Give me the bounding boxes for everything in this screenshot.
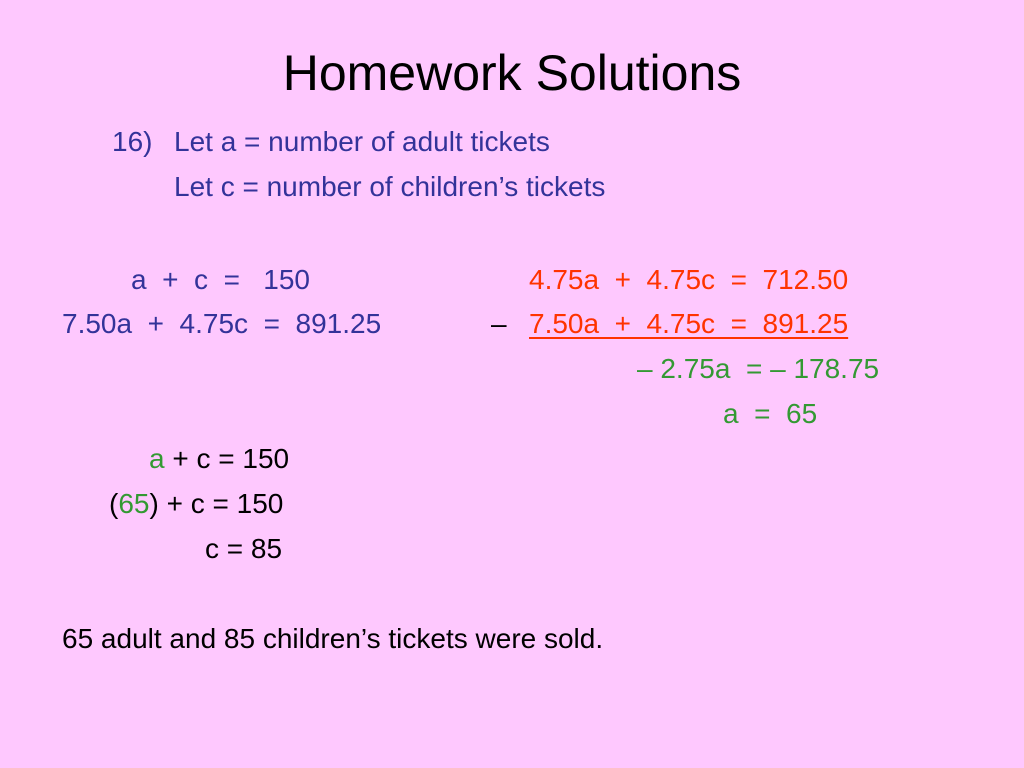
substitution-variable-a: a xyxy=(149,443,165,474)
problem-number: 16) xyxy=(112,126,153,157)
substitution-line-2 xyxy=(109,486,283,522)
conclusion: 65 adult and 85 children’s tickets were sold. xyxy=(62,623,604,654)
substitution-value-65: 65 xyxy=(118,488,150,519)
definition-adult-tickets: Let a = number of adult tickets xyxy=(174,126,550,157)
solution-a: a = 65 xyxy=(723,398,818,429)
subtracted-equation: 7.50a + 4.75c = 891.25 xyxy=(529,308,849,339)
system-equation-2: 7.50a + 4.75c = 891.25 xyxy=(62,308,382,339)
subtraction-operator: – xyxy=(491,308,507,339)
definition-children-tickets: Let c = number of children’s tickets xyxy=(174,171,606,202)
substitution-line-1-rest: + c = 150 xyxy=(164,443,290,474)
substitution-open-paren: ( xyxy=(109,488,119,519)
difference-equation: – 2.75a = – 178.75 xyxy=(637,353,880,384)
scaled-equation: 4.75a + 4.75c = 712.50 xyxy=(529,264,849,295)
substitution-line-2-rest: ) + c = 150 xyxy=(149,488,284,519)
slide-title: Homework Solutions xyxy=(282,45,742,101)
solution-c: c = 85 xyxy=(205,533,283,564)
substitution-line-1 xyxy=(149,441,289,477)
system-equation-1: a + c = 150 xyxy=(131,264,311,295)
